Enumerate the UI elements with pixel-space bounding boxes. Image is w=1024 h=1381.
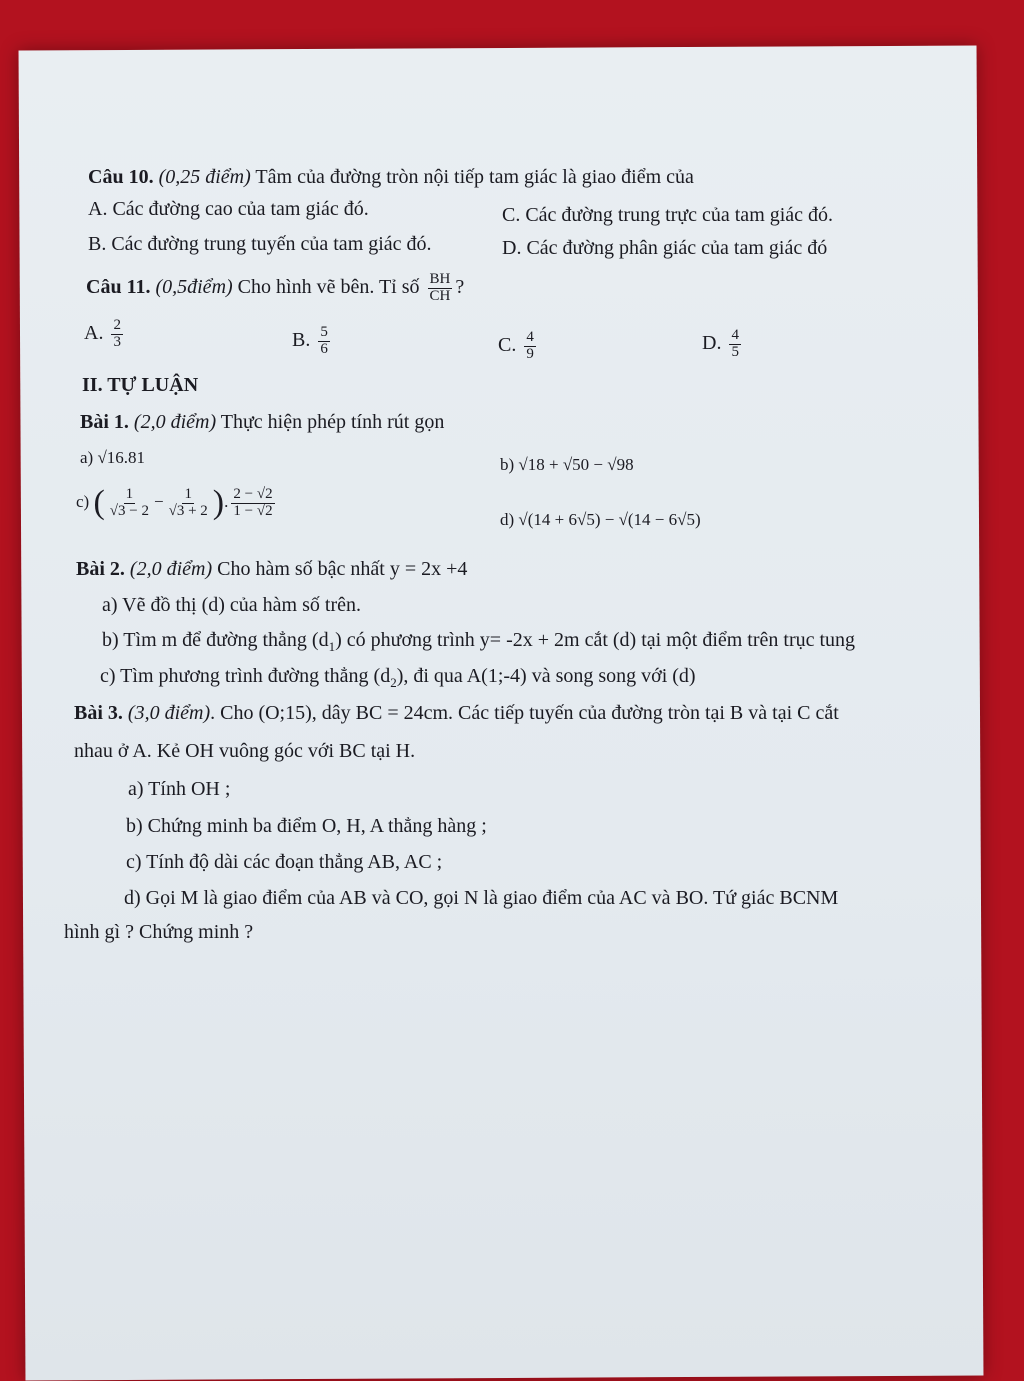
q10-label: Câu 10. <box>88 166 154 188</box>
q11-text: Cho hình vẽ bên. Tỉ số <box>237 275 420 298</box>
q11-option-b-label: B. <box>292 328 311 351</box>
q11-c-num: 4 <box>526 329 534 345</box>
bai2-points: (2,0 điểm) <box>129 558 213 580</box>
q10-prompt <box>88 166 694 189</box>
bai2-b-sub: 1 <box>328 639 336 654</box>
q11-option-b <box>292 325 333 358</box>
paren-open: ( <box>93 484 105 521</box>
q11-points: (0,5điểm) <box>155 275 233 298</box>
q11-ratio-den: CH <box>429 287 451 304</box>
bai1-points: (2,0 điểm) <box>133 411 217 433</box>
q10-option-d: D. Các đường phân giác của tam giác đó <box>502 237 828 259</box>
q11-a-num: 2 <box>113 317 121 333</box>
bai2-label: Bài 2. <box>76 558 125 580</box>
bai1-part-b: b) √18 + √50 − √98 <box>500 455 634 474</box>
q11-prompt <box>86 272 464 305</box>
bai2-c-pre: c) Tìm phương trình đường thẳng (d <box>100 665 391 687</box>
q10-points: (0,25 điểm) <box>158 166 251 188</box>
bai3-part-d: d) Gọi M là giao điểm của AB và CO, gọi N là giao điểm của AC và BO. Tứ giác BCNM <box>124 887 839 909</box>
q11-option-a-label: A. <box>84 321 104 344</box>
bai1-part-d: d) √(14 + 6√5) − √(14 − 6√5) <box>500 510 701 529</box>
bai2-part-c <box>100 665 696 691</box>
c-f1-den: √3 − 2 <box>109 502 149 519</box>
bai2-b-pre: b) Tìm m để đường thẳng (d <box>102 629 329 651</box>
bai1-text: Thực hiện phép tính rút gọn <box>220 411 445 433</box>
bai1-part-a: a) √16.81 <box>80 448 146 467</box>
q11-option-d <box>702 328 744 361</box>
section-title: II. TỰ LUẬN <box>82 374 199 396</box>
q11-option-c-label: C. <box>498 333 517 356</box>
paren-close: ) <box>212 484 225 521</box>
bai3-part-c: c) Tính độ dài các đoạn thẳng AB, AC ; <box>126 851 443 873</box>
bai2-c-sub: 2 <box>390 675 397 690</box>
q10-option-b: B. Các đường trung tuyến của tam giác đó. <box>88 233 432 255</box>
bai2-c-post: ), đi qua A(1;-4) và song song với (d) <box>396 665 696 687</box>
q10-option-a: A. Các đường cao của tam giác đó. <box>88 198 369 220</box>
c-f3-num: 2 − √2 <box>233 485 273 502</box>
bai3-part-a: a) Tính OH ; <box>128 778 231 800</box>
q11-a-den: 3 <box>113 333 121 350</box>
bai2-part-a: a) Vẽ đồ thị (d) của hàm số trên. <box>102 594 361 616</box>
bai3-points: (3,0 điểm) <box>127 702 211 724</box>
bai1-part-c: c) ( $\frac{1}{√3 - 2}$ − $\frac{1}{√3 + 2}$ ). $\frac{2 - √2}{1 - √2}$ <box>76 484 273 521</box>
c-f2-den: √3 + 2 <box>168 502 208 519</box>
q11-ratio <box>428 272 453 305</box>
q11-b-den: 6 <box>320 340 328 357</box>
c-f3-den: 1 − √2 <box>233 502 273 519</box>
bai3-part-b: b) Chứng minh ba điểm O, H, A thẳng hàng ; <box>126 815 487 837</box>
q11-option-d-label: D. <box>702 331 722 354</box>
bai3-prompt-cont: nhau ở A. Kẻ OH vuông góc với BC tại H. <box>74 740 416 762</box>
q10-option-c: C. Các đường trung trực của tam giác đó. <box>502 204 834 226</box>
q11-c-den: 9 <box>526 345 534 362</box>
bai2-b-post: ) có phương trình y= -2x + 2m cắt (d) tại một điểm trên trục tung <box>335 629 856 651</box>
q11-qmark: ? <box>455 275 465 298</box>
bai3-part-d-cont: hình gì ? Chứng minh ? <box>64 921 254 943</box>
q11-d-num: 4 <box>731 327 739 343</box>
q11-ratio-num: BH <box>429 271 451 287</box>
bai2-text: Cho hàm số bậc nhất y = 2x +4 <box>217 558 468 580</box>
bai1-label: Bài 1. <box>80 411 129 433</box>
q10-text: Tâm của đường tròn nội tiếp tam giác là giao điểm của <box>255 166 694 188</box>
bai3-prompt <box>74 702 839 725</box>
bai2-prompt <box>76 558 467 581</box>
bai3-label: Bài 3. <box>74 702 123 724</box>
q11-label: Câu 11. <box>86 275 151 298</box>
q11-d-den: 5 <box>731 343 739 360</box>
bai1-prompt <box>80 411 444 434</box>
q11-option-c <box>498 330 539 363</box>
q11-option-a <box>84 318 126 351</box>
bai3-text: . Cho (O;15), dây BC = 24cm. Các tiếp tuyến của đường tròn tại B và tại C cắt <box>210 702 839 724</box>
bai2-part-b <box>102 629 855 655</box>
c-f1-num: 1 <box>125 485 134 502</box>
bai1-c-label: c) <box>76 491 90 511</box>
c-f2-num: 1 <box>184 485 192 502</box>
q11-b-num: 5 <box>320 324 328 340</box>
